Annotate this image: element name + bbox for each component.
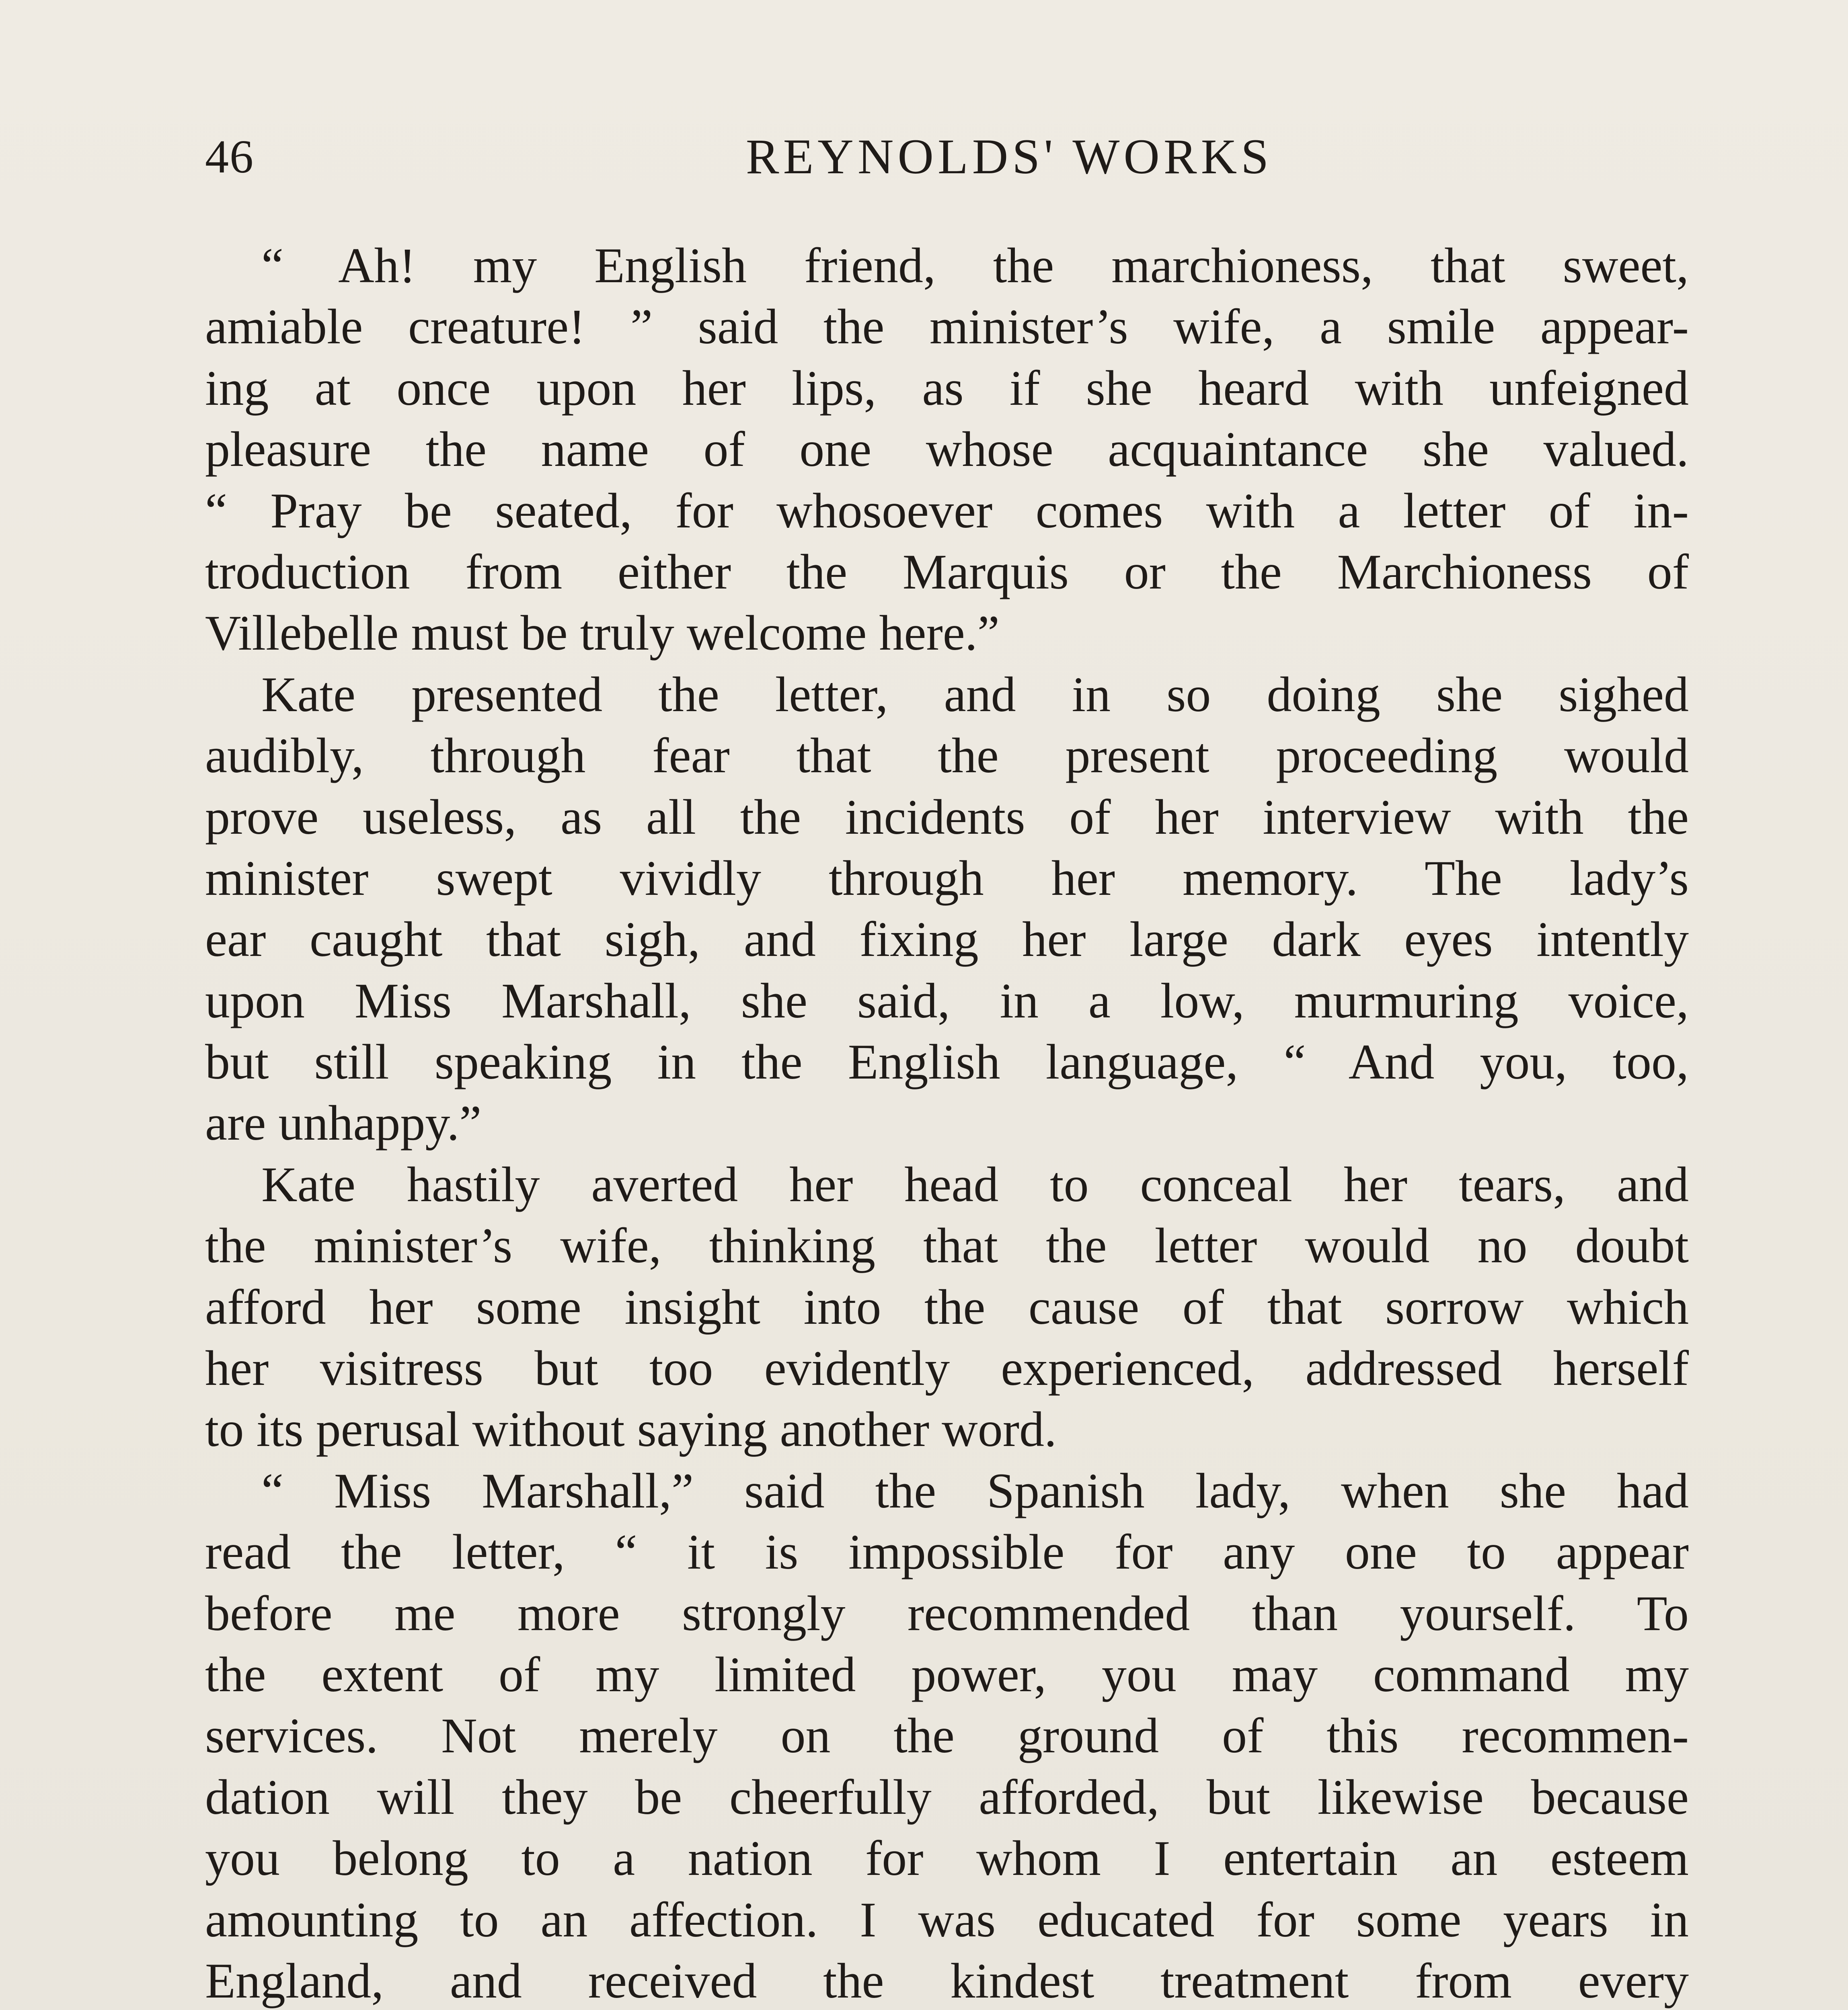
running-head: REYNOLDS' WORKS [745,129,1273,184]
text-line: read the letter, “ it is impossible for any one to appear [205,1524,1689,1580]
text-line: England, and received the kindest treatment from every [205,1953,1689,2008]
text-line: afford her some insight into the cause of that sorrow which [205,1279,1689,1335]
text-line: troduction from either the Marquis or the Marchioness of [205,544,1689,599]
text-line: her visitress but too evidently experienced, addressed herself [205,1341,1689,1396]
text-line: “ Pray be seated, for whosoever comes with a letter of in- [205,483,1689,538]
text-line: amiable creature! ” said the minister’s wife, a smile appear- [205,299,1689,355]
text-line: Kate hastily averted her head to conceal her tears, and [261,1157,1689,1212]
text-line: ear caught that sigh, and fixing her large dark eyes intently [205,912,1689,967]
text-line: Villebelle must be truly welcome here.” [205,605,1000,661]
text-line: pleasure the name of one whose acquaintance she valued. [205,422,1689,477]
text-line: minister swept vividly through her memory. The lady’s [205,850,1689,906]
text-line: “ Miss Marshall,” said the Spanish lady, when she had [261,1463,1689,1518]
text-line: “ Ah! my English friend, the marchioness, that sweet, [261,238,1689,293]
text-line: the minister’s wife, thinking that the letter would no doubt [205,1218,1689,1274]
text-line: audibly, through fear that the present proceeding would [205,728,1689,783]
text-line: ing at once upon her lips, as if she heard with unfeigned [205,360,1689,416]
page-header [205,125,1693,189]
text-line: services. Not merely on the ground of this recommen- [205,1708,1689,1764]
text-line: are unhappy.” [205,1095,482,1151]
text-line: the extent of my limited power, you may command my [205,1647,1689,1702]
page-number: 46 [205,130,254,183]
text-line: but still speaking in the English language, “ And you, too, [205,1034,1689,1090]
body-text [205,235,1689,2010]
text-line: upon Miss Marshall, she said, in a low, murmuring voice, [205,973,1689,1028]
text-line: to its perusal without saying another word. [205,1402,1057,1457]
text-line: dation will they be cheerfully afforded, but likewise because [205,1769,1689,1825]
text-line: prove useless, as all the incidents of her interview with the [205,789,1689,845]
text-line: you belong to a nation for whom I entertain an esteem [205,1831,1689,1886]
text-line: amounting to an affection. I was educated for some years in [205,1892,1689,1947]
text-line: Kate presented the letter, and in so doing she sighed [261,667,1689,722]
text-line: before me more strongly recommended than yourself. To [205,1585,1689,1641]
